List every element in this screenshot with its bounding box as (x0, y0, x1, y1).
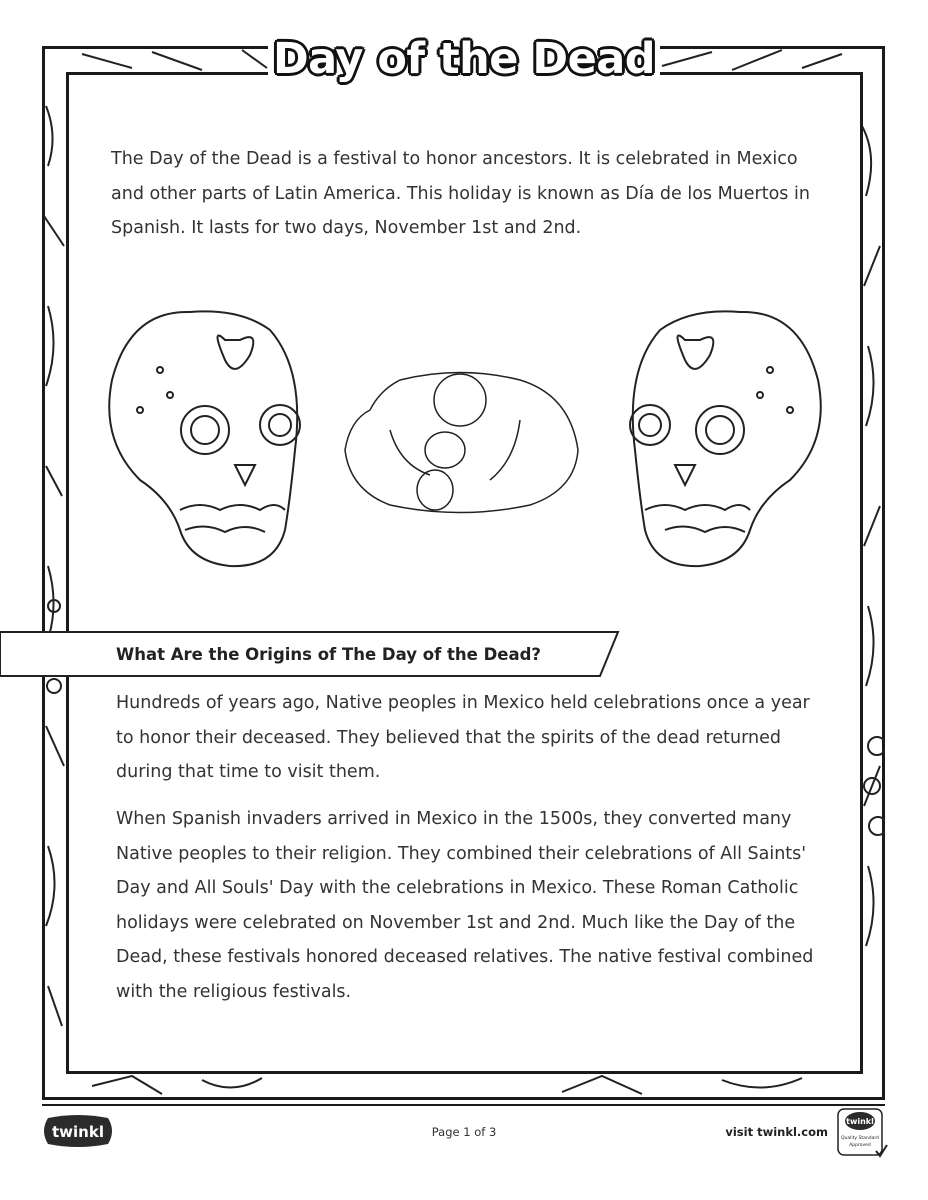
intro-paragraph: The Day of the Dead is a festival to honor ancestors. It is celebrated in Mexico and other parts of Latin America. This holiday is known as Día de los Muertos in Spanish. It lasts for two days, November 1st and 2nd. (111, 149, 810, 238)
illustration-row (100, 300, 830, 570)
paragraph-origins-1: Hundreds of years ago, Native peoples in Mexico held celebrations once a year to honor their deceased. They believed that the spirits of the dead returned during that time to visit them. (116, 693, 810, 782)
badge-text-2: Approved (849, 1143, 871, 1148)
badge-brand: twinkl (846, 1117, 874, 1126)
logo-text: twinkl (52, 1123, 104, 1141)
quality-badge (836, 1107, 888, 1159)
page-number: Page 1 of 3 (431, 1125, 497, 1139)
sugar-skull-right (630, 311, 821, 566)
pan-de-muerto-bread (345, 373, 578, 513)
paragraph-origins-2: When Spanish invaders arrived in Mexico in the 1500s, they converted many Native peoples to their religion. They combined their celebrations of All Saints' Day and All Souls' Day with the celebrations in Mexico. These Roman Catholic holidays were celebrated on November 1st and 2nd. Much like the Day of the Dead, these festivals honored deceased relatives. The native festival combined with the religious festivals. (116, 809, 814, 1002)
page-title: Day of the Dead (272, 34, 656, 84)
section-heading: What Are the Origins of The Day of the Dead? (116, 645, 541, 664)
title-plate (268, 30, 660, 88)
footer-divider (42, 1104, 885, 1106)
visit-link[interactable]: visit twinkl.com (725, 1125, 828, 1139)
sugar-skull-left (109, 311, 300, 566)
badge-text-1: Quality Standard (841, 1136, 879, 1141)
